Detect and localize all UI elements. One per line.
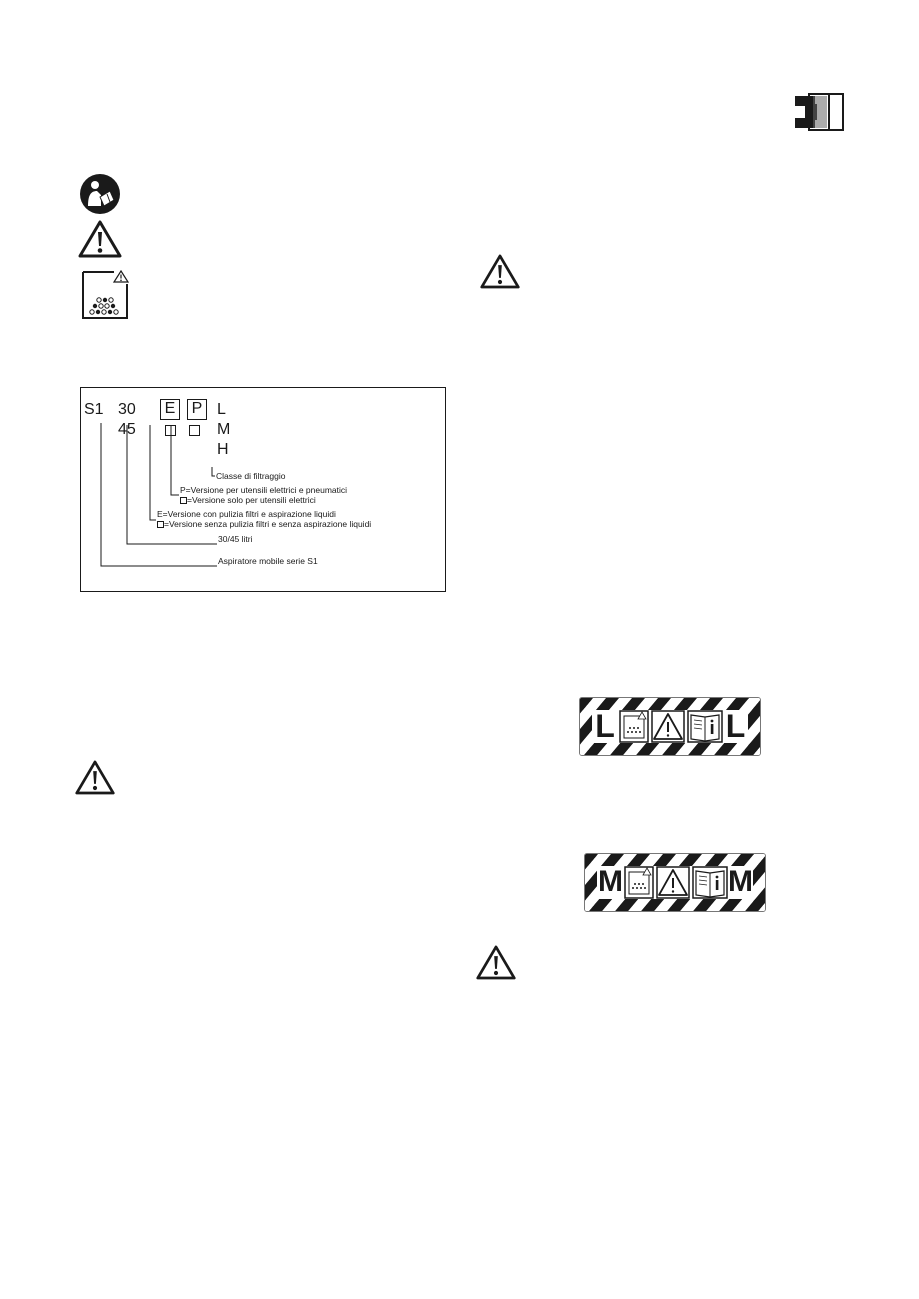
capacity-note: 30/45 litri (218, 534, 253, 544)
e-yes-note: E=Versione con pulizia filtri e aspirazione liquidi (157, 509, 336, 519)
model-code-diagram (80, 387, 446, 592)
warning-icon (77, 219, 123, 259)
class-letter-right: L (725, 708, 746, 744)
option-e-empty-box (165, 425, 176, 436)
book-tab-icon (795, 92, 845, 132)
option-p-empty-box (189, 425, 200, 436)
empty-box-symbol (180, 497, 187, 504)
empty-box-symbol (157, 521, 164, 528)
class-letter-left: M (598, 865, 623, 898)
series-code: S1 (84, 401, 104, 418)
class-letter-left: L (595, 708, 615, 744)
option-p-box: P (187, 399, 207, 420)
series-note: Aspiratore mobile serie S1 (218, 556, 318, 566)
p-no-note: =Versione solo per utensili elettrici (180, 495, 316, 505)
class-note: Classe di filtraggio (216, 471, 286, 481)
class-m-label (584, 853, 766, 912)
warning-icon (74, 759, 116, 796)
dust-container-warning-icon (80, 270, 130, 320)
p-yes-note: P=Versione per utensili elettrici e pneumatici (180, 485, 348, 495)
class-code-h: H (217, 441, 229, 458)
capacity-code-30: 30 (118, 401, 136, 418)
option-e-box: E (160, 399, 180, 420)
read-manual-icon (79, 173, 121, 215)
warning-icon (479, 253, 521, 290)
capacity-code-45: 45 (118, 421, 136, 438)
class-l-label (579, 697, 761, 756)
class-code-m: M (217, 421, 231, 438)
warning-icon (475, 944, 517, 981)
e-no-note: =Versione senza pulizia filtri e senza aspirazione liquidi (157, 519, 371, 529)
class-letter-right: M (728, 865, 753, 898)
class-code-l: L (217, 401, 226, 418)
